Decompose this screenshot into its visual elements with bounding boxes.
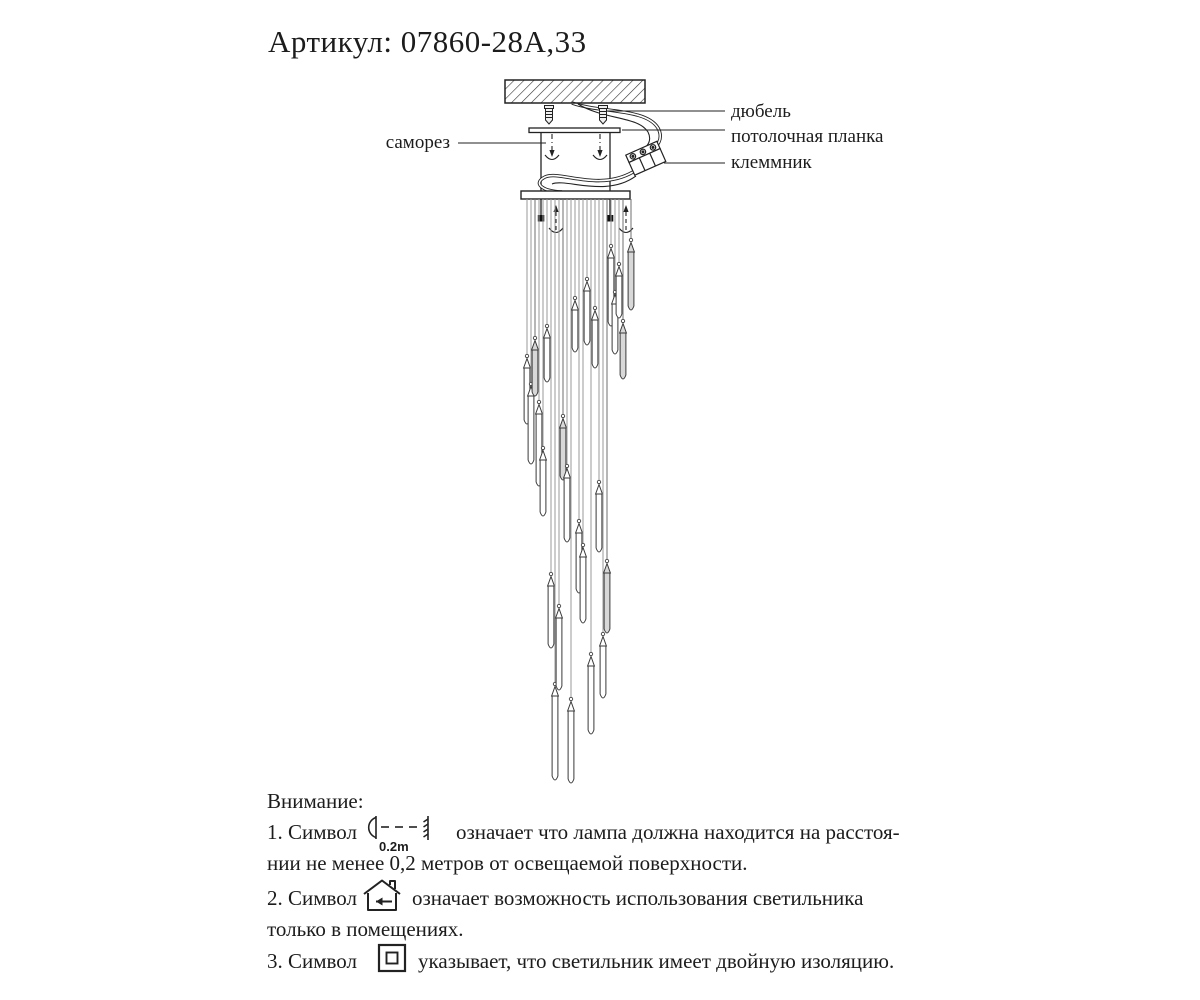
label-planka: потолочная планка: [731, 126, 884, 147]
page-title: Артикул: 07860-28А,33: [268, 24, 587, 59]
double-insulation-icon: [377, 943, 407, 973]
strand: [592, 199, 599, 368]
note1-prefix: 1. Символ: [267, 820, 358, 844]
screw-symbol-left-icon: [545, 134, 559, 160]
min-distance-value: 0.2m: [379, 839, 409, 854]
strand: [560, 199, 567, 480]
label-dyubel: дюбель: [731, 101, 791, 122]
strand: [528, 199, 535, 464]
strand: [532, 199, 539, 396]
indoor-use-house-icon: [361, 877, 403, 915]
ceiling-section: [505, 80, 645, 103]
screw-symbol-right-icon: [593, 134, 607, 160]
note1-line2: нии не менее 0,2 метров от освещаемой поверхности.: [267, 851, 748, 875]
dowel-right-icon: [599, 106, 608, 125]
label-samorez: саморез: [385, 132, 450, 153]
ceiling-plate: [529, 128, 620, 133]
canopy-plate: [521, 191, 630, 199]
strand-group: [524, 199, 635, 783]
strand: [572, 199, 579, 352]
notes-heading: Внимание:: [267, 789, 364, 813]
strand: [580, 199, 587, 623]
strand: [548, 199, 555, 648]
terminal-block-icon: [626, 141, 666, 175]
dowel-left-icon: [545, 106, 554, 125]
leader-lines: [458, 111, 725, 163]
strand: [584, 199, 591, 345]
rod-nut-right: [607, 215, 614, 222]
note3-prefix: 3. Символ: [267, 949, 358, 973]
min-distance-symbol-icon: [360, 814, 450, 854]
note2-line2: только в помещениях.: [267, 917, 464, 941]
strand: [628, 199, 635, 310]
label-klemmnik: клеммник: [731, 152, 812, 173]
note1-text: означает что лампа должна находится на расстоя-: [456, 820, 900, 844]
strand: [536, 199, 543, 486]
strand: [564, 199, 571, 542]
strand: [576, 199, 583, 593]
note3-text: указывает, что светильник имеет двойную изоляцию.: [418, 949, 895, 973]
strand: [552, 199, 559, 780]
strand: [596, 199, 603, 552]
strand: [616, 199, 623, 318]
strand: [544, 199, 551, 382]
note2-text: означает возможность использования светильника: [412, 886, 864, 910]
note2-prefix: 2. Символ: [267, 886, 358, 910]
